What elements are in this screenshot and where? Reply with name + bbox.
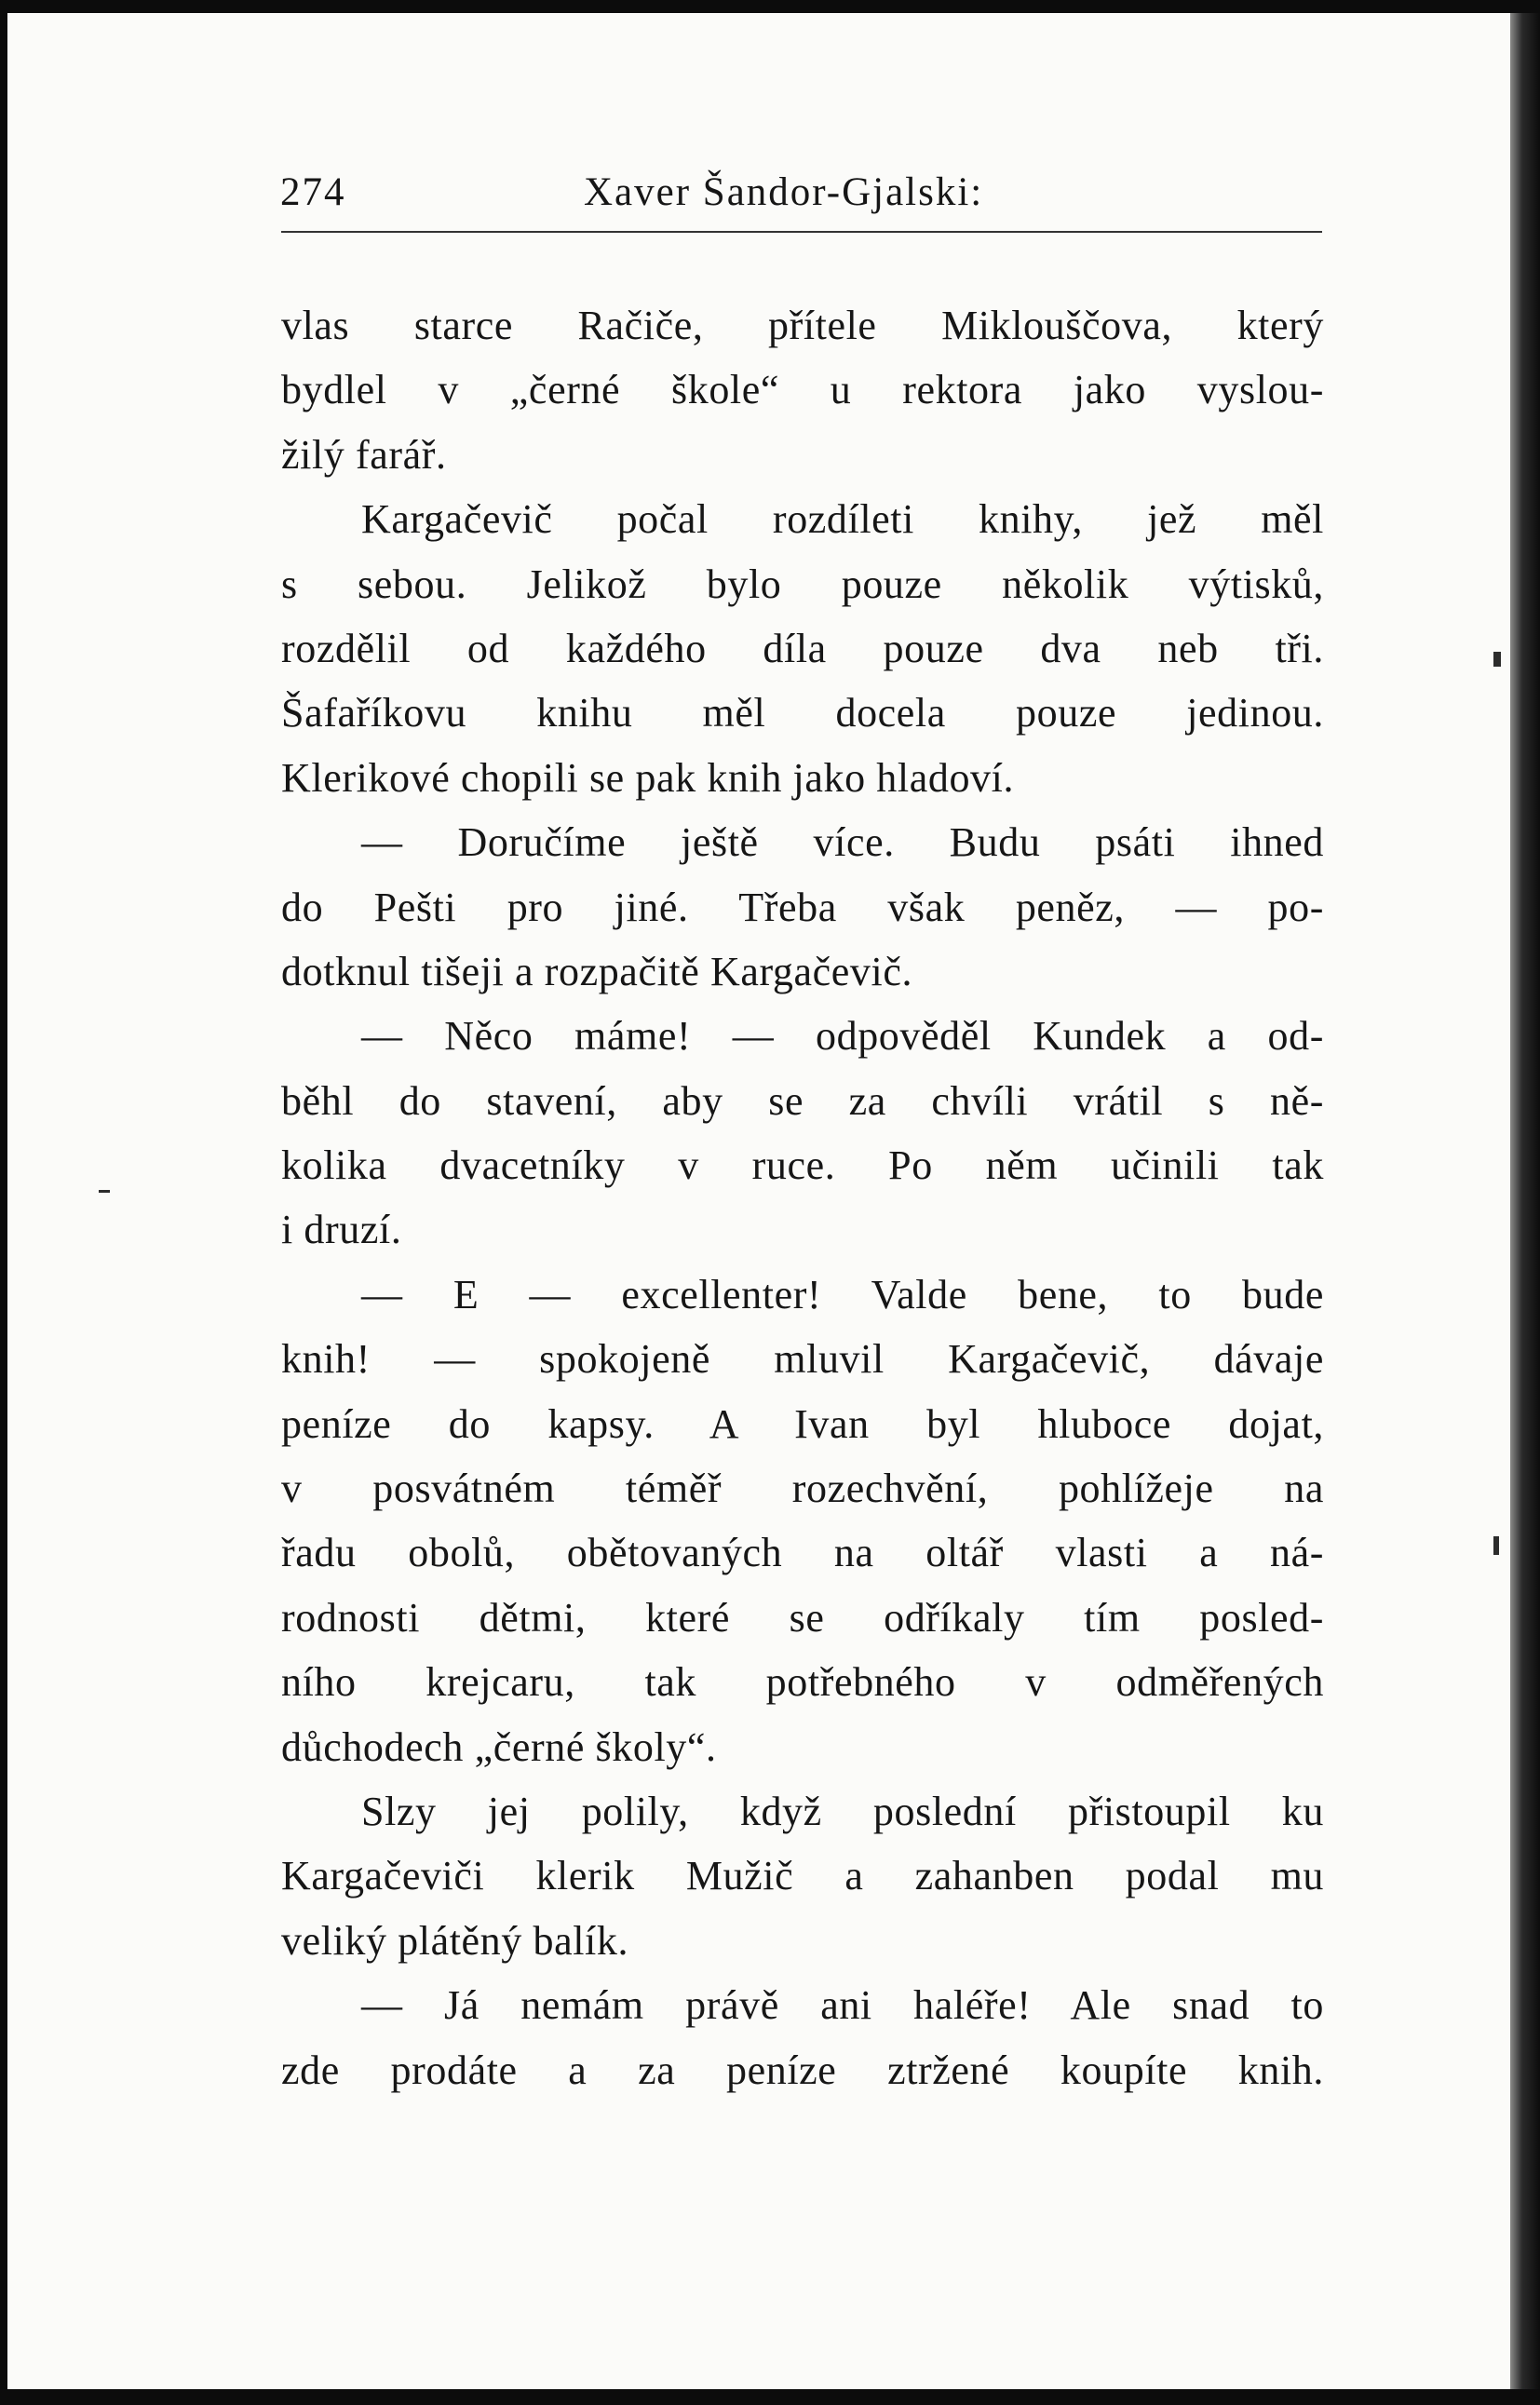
text-line: žilý farář.: [281, 431, 447, 478]
page-header: [277, 158, 1323, 223]
text-line: veliký plátěný balík.: [281, 1917, 629, 1964]
text-line: důchodech „černé školy“.: [281, 1723, 717, 1770]
text-line: s sebou. Jelikož bylo pouze několik výtisků,: [281, 561, 1324, 607]
text-line: bydlel v „černé škole“ u rektora jako vyslou-: [281, 367, 1324, 413]
text-line: — Něco máme! — odpověděl Kundek a od-: [361, 1013, 1324, 1060]
edge-mark: [99, 1190, 110, 1193]
text-line: rodnosti dětmi, které se odříkaly tím posled-: [281, 1594, 1324, 1641]
page-edge-shadow: [1510, 13, 1540, 2389]
text-line: vlas starce Račiče, přítele Miklouščova, který: [281, 303, 1324, 348]
text-line: — E — excellenter! Valde bene, to bude: [361, 1271, 1324, 1317]
text-line: běhl do stavení, aby se za chvíli vrátil s ně-: [281, 1077, 1324, 1124]
text-line: peníze do kapsy. A Ivan byl hluboce dojat,: [281, 1400, 1324, 1447]
text-line: řadu obolů, obětovaných na oltář vlasti a ná-: [281, 1530, 1324, 1576]
text-line: Šafaříkovu knihu měl docela pouze jedinou.: [281, 690, 1324, 736]
text-line: Slzy jej polily, když poslední přistoupil ku: [361, 1788, 1324, 1834]
text-line: dotknul tišeji a rozpačitě Kargačevič.: [281, 948, 913, 994]
text-line: Kargačevič počal rozdíleti knihy, jež měl: [361, 496, 1324, 543]
text-line: zde prodáte a za peníze ztržené koupíte knih.: [281, 2047, 1324, 2093]
text-line: v posvátném téměř rozechvění, pohlížeje na: [281, 1466, 1324, 1512]
text-line: i druzí.: [281, 1207, 402, 1253]
text-line: knih! — spokojeně mluvil Kargačevič, dávaje: [281, 1336, 1324, 1383]
header-rule: [281, 231, 1322, 233]
page-number: 274: [280, 170, 346, 214]
text-line: do Pešti pro jiné. Třeba však peněz, — po-: [281, 884, 1324, 930]
body-text: [281, 293, 1324, 2102]
text-line: rozdělil od každého díla pouze dva neb tři.: [281, 625, 1324, 671]
text-line: — Já nemám právě ani haléře! Ale snad to: [361, 1982, 1324, 2029]
text-line: Kargačeviči klerik Mužič a zahanben podal mu: [281, 1853, 1324, 1899]
edge-mark: [1493, 1536, 1499, 1555]
text-line: Klerikové chopili se pak knih jako hladoví.: [281, 754, 1015, 801]
edge-mark: [1493, 652, 1501, 667]
text-line: kolika dvacetníky v ruce. Po něm učinili tak: [281, 1142, 1324, 1189]
text-line: — Doručíme ještě více. Budu psáti ihned: [361, 819, 1324, 866]
text-line: ního krejcaru, tak potřebného v odměřených: [281, 1659, 1324, 1706]
running-head: Xaver Šandor-Gjalski:: [584, 170, 984, 214]
